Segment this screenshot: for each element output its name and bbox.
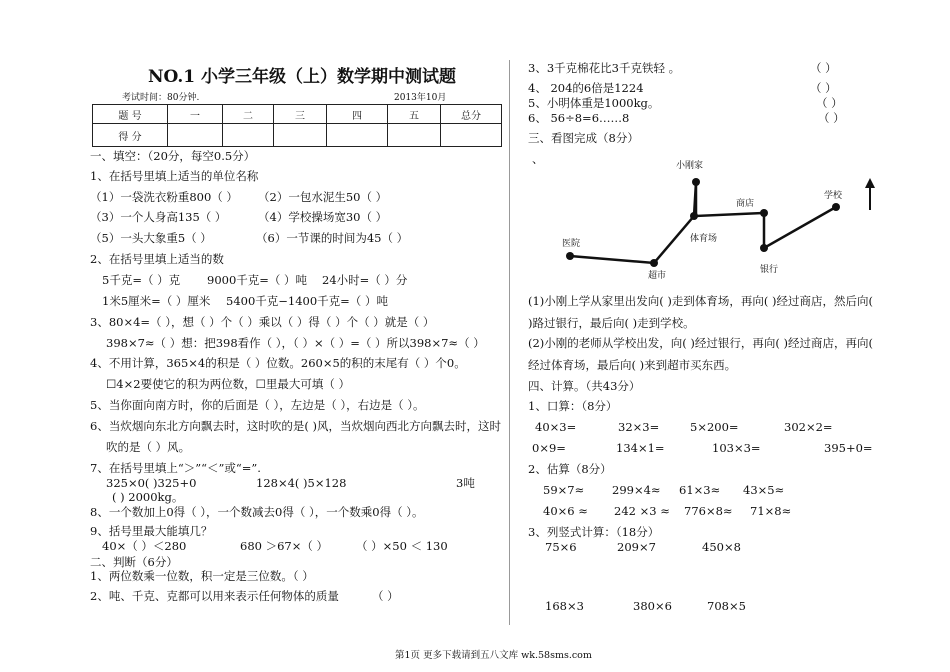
question-4b: ☐4×2要使它的积为两位数，☐里最大可填（ ） [106, 377, 351, 391]
calc-3-item: 380×6 [633, 599, 672, 613]
calc-3-item: 209×7 [617, 540, 656, 554]
score-header-cell: 题 号 [93, 105, 168, 124]
question-9: 9、括号里最大能填几？ [90, 524, 213, 538]
score-header-cell: 五 [388, 105, 441, 124]
calc-2-item: 59×7≈ [543, 483, 585, 497]
question-7d: ( ) 2000kg。 [112, 490, 184, 504]
column-divider [509, 60, 510, 625]
score-table-header-row [93, 105, 502, 124]
school-point [832, 203, 840, 211]
question-1d: （4）学校操场宽30（ ） [258, 210, 388, 224]
question-7: 7、在括号里填上“＞”“＜”或“=”. [90, 461, 261, 475]
calc-2-item: 61×3≈ [679, 483, 721, 497]
calc-2-title: 2、估算（8分） [528, 462, 612, 476]
page-footer: 第1页 更多下载请到五八文库 wk.58sms.com [395, 650, 592, 661]
map-label-hospital: 医院 [562, 239, 581, 249]
calc-1-item: 0×9= [532, 441, 566, 455]
score-header-cell: 二 [223, 105, 274, 124]
calc-2-item: 242 ×3 ≈ [614, 504, 670, 518]
section-1-title: 一、填空：（20分，每空0.5分） [90, 149, 256, 163]
question-9c: （ ）×50 ＜ 130 [356, 539, 448, 553]
judge-4: 4、 204的6倍是1224 [528, 81, 644, 95]
calc-2-item: 40×6 ≈ [543, 504, 588, 518]
question-3a: 3、80×4=（ ），想（ ）个（ ）乘以（ ）得（ ）个（ ）就是（ ） [90, 315, 435, 329]
score-cell[interactable] [223, 124, 274, 147]
calc-1-title: 1、口算：（8分） [528, 399, 618, 413]
exam-date: 2013年10月 [394, 93, 447, 103]
score-cell[interactable] [441, 124, 502, 147]
calc-3-item: 708×5 [707, 599, 746, 613]
judge-4-paren: （ ） [810, 81, 837, 95]
score-header-cell: 三 [274, 105, 327, 124]
question-1a: （1）一袋洗衣粉重800（ ） [90, 190, 238, 204]
question-2a: 5千克=（ ）克 [102, 273, 181, 287]
calc-2-item: 71×8≈ [750, 504, 792, 518]
judge-5: 5、小明体重是1000kg。 [528, 96, 660, 110]
score-table [92, 104, 502, 147]
judge-5-paren: （ ） [816, 96, 843, 110]
judge-2: 2、吨、千克、克都可以用来表示任何物体的质量 [90, 589, 339, 603]
section-2-title: 二、判断（6分） [90, 555, 178, 569]
score-table-score-row [93, 124, 502, 147]
map-label-bank: 银行 [760, 265, 779, 275]
score-header-cell: 一 [168, 105, 223, 124]
judge-3: 3、3千克棉花比3千克铁轻 。 [528, 61, 681, 75]
question-9a: 40×（ ）＜280 [102, 539, 187, 553]
judge-2-paren: （ ） [372, 589, 399, 603]
page-title: NO.1 小学三年级（上）数学期中测试题 [148, 67, 457, 87]
market-point [650, 259, 658, 267]
score-cell[interactable] [327, 124, 388, 147]
section-4-title: 四、计算。（共43分） [528, 379, 641, 393]
calc-2-item: 776×8≈ [684, 504, 733, 518]
calc-1-item: 32×3= [618, 420, 660, 434]
calc-2-item: 299×4≈ [612, 483, 661, 497]
score-cell[interactable] [168, 124, 223, 147]
calc-1-item: 395+0= [824, 441, 873, 455]
question-1e: （5）一头大象重5（ ） [90, 231, 212, 245]
question-1c: （3）一个人身高135（ ） [90, 210, 227, 224]
map-label-gym: 体育场 [690, 234, 718, 244]
question-1: 1、在括号里填上适当的单位名称 [90, 169, 259, 183]
bank-point [760, 244, 768, 252]
question-2: 2、在括号里填上适当的数 [90, 252, 224, 266]
map-question-1b: )路过银行，最后向( )走到学校。 [528, 316, 695, 330]
section-3-mark: 、 [532, 152, 544, 166]
gym-point [690, 212, 698, 220]
calc-3-title: 3、列竖式计算：（18分） [528, 525, 660, 539]
map-question-2a: (2)小刚的老师从学校出发，向( )经过银行，再向( )经过商店，再向( [528, 336, 874, 350]
calc-3-item: 450×8 [702, 540, 741, 554]
score-cell[interactable] [274, 124, 327, 147]
question-8: 8、一个数加上0得（ ），一个数减去0得（ ），一个数乘0得（ ）。 [90, 505, 424, 519]
judge-1: 1、两位数乘一位数，积一定是三位数。（ ） [90, 569, 314, 583]
question-3b: 398×7≈（ ）想：把398看作（ ），（ ）×（ ）=（ ）所以398×7≈（ ） [106, 336, 485, 350]
question-1b: （2）一包水泥生50（ ） [258, 190, 388, 204]
section-3-title: 三、看图完成（8分） [528, 131, 639, 145]
calc-1-item: 134×1= [616, 441, 665, 455]
score-cell[interactable] [388, 124, 441, 147]
judge-6: 6、 56÷8=6……8 [528, 111, 630, 125]
calc-2-item: 43×5≈ [743, 483, 785, 497]
exam-time: 考试时间：80分钟. [122, 93, 200, 103]
map-label-market: 超市 [648, 271, 667, 281]
map-question-2b: 经过体育场，最后向( )来到超市买东西。 [528, 358, 737, 372]
north-arrow-icon [865, 178, 875, 188]
judge-3-paren: （ ） [810, 61, 837, 75]
question-6a: 6、当炊烟向东北方向飘去时，这时吹的是( )风，当炊烟向西北方向飘去时，这时 [90, 419, 501, 433]
question-2d: 1米5厘米=（ ）厘米 [102, 294, 211, 308]
question-4: 4、不用计算，365×4的积是（ ）位数。260×5的积的末尾有（ ）个0。 [90, 356, 466, 370]
question-7b: 128×4( )5×128 [256, 476, 347, 490]
question-6b: 吹的是（ ）风。 [106, 440, 191, 454]
map-question-1a: (1)小刚上学从家里出发向( )走到体育场，再向( )经过商店，然后向( [528, 294, 874, 308]
route-lines [570, 182, 836, 263]
calc-3-item: 75×6 [545, 540, 577, 554]
question-2e: 5400千克−1400千克=（ ）吨 [226, 294, 388, 308]
map-label-school: 学校 [824, 191, 843, 201]
question-2c: 24小时=（ ）分 [322, 273, 408, 287]
calc-1-item: 5×200= [690, 420, 739, 434]
score-row-label: 得 分 [93, 124, 168, 147]
question-2b: 9000千克=（ ）吨 [207, 273, 308, 287]
question-1f: （6）一节课的时间为45（ ） [256, 231, 409, 245]
question-7a: 325×0( )325+0 [106, 476, 197, 490]
map-label-shop: 商店 [736, 199, 755, 209]
shop-point [760, 209, 768, 217]
map-label-home: 小刚家 [676, 161, 704, 171]
question-7c: 3吨 [456, 476, 475, 490]
calc-1-item: 40×3= [535, 420, 577, 434]
calc-1-item: 103×3= [712, 441, 761, 455]
calc-1-item: 302×2= [784, 420, 833, 434]
question-9b: 680 ＞67×（ ） [240, 539, 329, 553]
score-header-cell: 总分 [441, 105, 502, 124]
judge-6-paren: （ ） [818, 111, 845, 125]
calc-3-item: 168×3 [545, 599, 584, 613]
hospital-point [566, 252, 574, 260]
question-5: 5、当你面向南方时，你的后面是（ ），左边是（ ），右边是（ ）。 [90, 398, 425, 412]
route-map [520, 150, 900, 290]
score-header-cell: 四 [327, 105, 388, 124]
home-point [692, 178, 700, 186]
